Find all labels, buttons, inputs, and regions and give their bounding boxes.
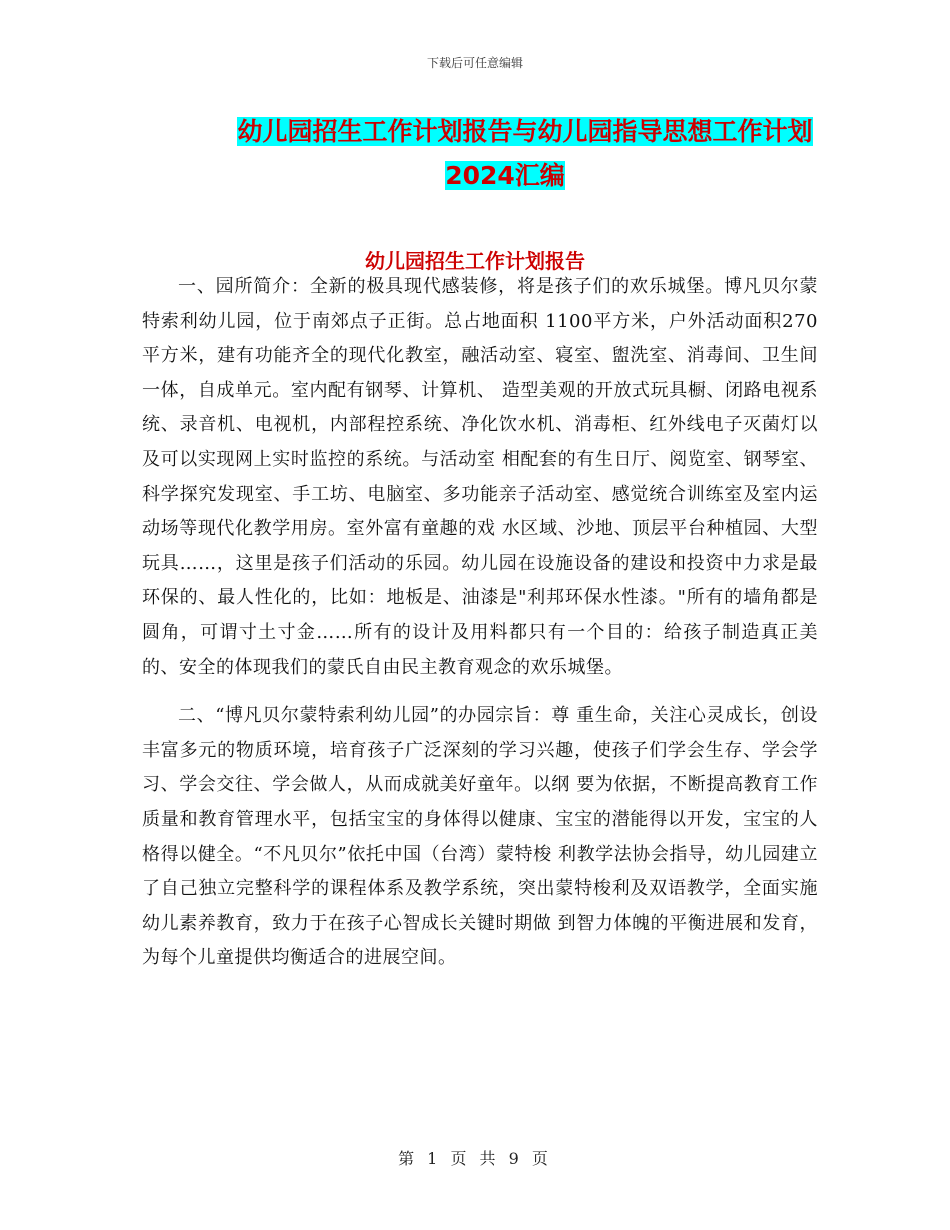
paragraph-1: 一、园所简介：全新的极具现代感装修，将是孩子们的欢乐城堡。博凡贝尔蒙特索利幼儿园，位于南郊点子正街。总占地面积 1100平方米，户外活动面积270平方米，建有功能齐全的现代化教室，融活动室、寝室、盥洗室、消毒间、卫生间一体，自成单元。室内配有钢琴、计算机、 造型美观的开放式玩具橱、闭路电视系统、录音机、电视机，内部程控系统、净化饮水机、消毒柜、红外线电子灭菌灯以及可以实现网上实时监控的系统。与活动室 相配套的有生日厅、阅览室、钢琴室、科学探究发现室、手工坊、电脑室、多功能亲子活动室、感觉统合训练室及室内运动场等现代化教学用房。室外富有童趣的戏 水区域、沙地、顶层平台种植园、大型玩具……，这里是孩子们活动的乐园。幼儿园在设施设备的建设和投资中力求是最环保的、最人性化的，比如：地板是、油漆是"利邦环保水性漆。"所有的墙角都是圆角，可谓寸土寸金……所有的设计及用料都只有一个目的：给孩子制造真正美的、安全的体现我们的蒙氏自由民主教育观念的欢乐城堡。 <box>142 276 818 678</box>
page-header-note: 下载后可任意编辑 <box>426 56 523 70</box>
document-title-line-1: 幼儿园招生工作计划报告与幼儿园指导思想工作计划 <box>237 117 813 146</box>
document-title <box>120 110 890 198</box>
document-title-line-2: 2024汇编 <box>445 161 565 190</box>
page-number: 第 1 页 共 9 页 <box>398 1149 552 1168</box>
section-title: 幼儿园招生工作计划报告 <box>365 249 585 273</box>
document-body <box>142 270 818 976</box>
paragraph-2: 二、“博凡贝尔蒙特索利幼儿园”的办园宗旨：尊 重生命，关注心灵成长，创设丰富多元的物质环境，培育孩子广泛深刻的学习兴趣，使孩子们学会生存、学会学习、学会交往、学会做人，从而成就美好童年。以纲 要为依据，不断提高教育工作质量和教育管理水平，包括宝宝的身体得以健康、宝宝的潜能得以开发，宝宝的人格得以健全。“不凡贝尔”依托中国（台湾）蒙特梭 利教学法协会指导，幼儿园建立了自己独立完整科学的课程体系及教学系统，突出蒙特梭利及双语教学，全面实施幼儿素养教育，致力于在孩子心智成长关键时期做 到智力体魄的平衡进展和发育，为每个儿童提供均衡适合的进展空间。 <box>142 705 818 969</box>
